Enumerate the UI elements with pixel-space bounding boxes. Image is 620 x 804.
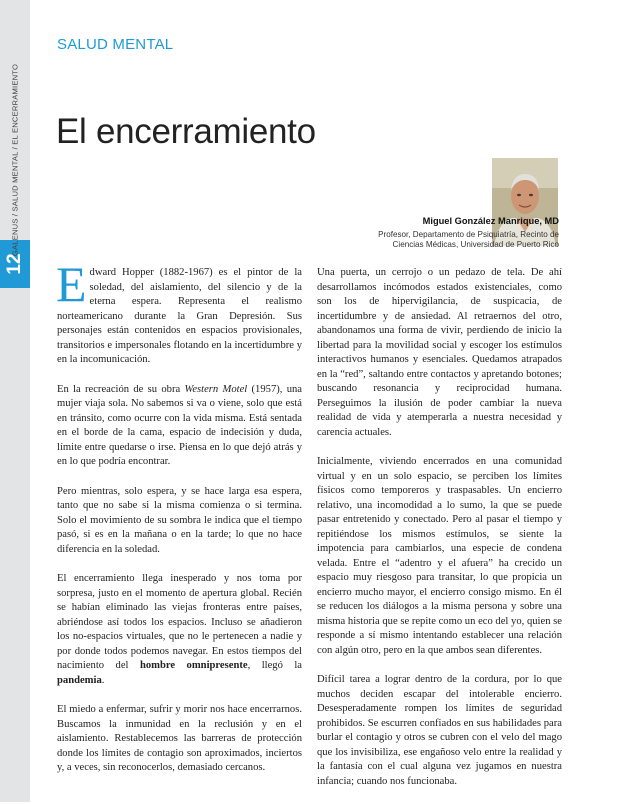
body-column-left xyxy=(56,256,303,791)
paragraph-8: Difícil tarea a lograr dentro de la cordura, por lo que muchos deciden escapar del intolerable encierro. Desesperadamente rompen los límites de seguridad prohibidos. Se escurren confiados en sus habilidades para burlar el contagio y otros se cubren con el velo del mago que los invisibiliza, ese engañoso velo entre la realidad y la fantasía con el cual alguna vez jugamos en nuestra infancia; cuando nos funcionaba. xyxy=(317,674,562,787)
paragraph-2-text-a: En la recreación de su obra xyxy=(57,383,185,395)
running-head: GALENUS / SALUD MENTAL / EL ENCERRAMIENTO xyxy=(10,63,20,257)
bold-phrase-1: hombre omnipresente xyxy=(139,660,248,671)
paragraph-5: El miedo a enfermar, sufrir y morir nos hace encerrarnos. Buscamos la inmunidad en la reclusión y en el aislamiento. Restablecemos las barreras de protección donde los límites de contagio son aproximados, inciertos y, a veces, sin reconocerlos, demasiado cercanos. xyxy=(57,704,302,773)
artwork-title: Western Motel xyxy=(184,383,248,395)
paragraph-1-text: dward Hopper (1882-1967) es el pintor de la soledad, del aislamiento, del silencio y de la eterna espera. Representa el realismo norteamericano durante la Gran Depresión. Sus personajes están contenidos en espacios provisionales, transitorios e impersonales flotando en la incertidumbre y en la incomunicación. xyxy=(57,267,302,365)
author-affiliation-line-2: Ciencias Médicas, Universidad de Puerto Rico xyxy=(392,240,559,249)
paragraph-1 xyxy=(56,256,302,368)
page-title: El encerramiento xyxy=(56,112,316,151)
bold-phrase-2: pandemia xyxy=(57,674,102,686)
paragraph-7: Inicialmente, viviendo encerrados en una comunidad virtual y en un solo espacio, se perciben los límites físicos como temporeros y traspasables. Un encierro relativo, una incomodidad a lo sumo, la que se puede pasar entretenido y conectado. Pero al pasar el tiempo y repitiéndose los mismos estímulos, se siente la impotencia para cambiarlos, una especie de condena velada. Entre el “adentro y el afuera” ha crecido un espacio muy riesgoso para transitar, lo que propicia un encierro mucho mayor, el encierro consigo mismo. En él se reducen los diálogos a la misma persona y sobre una misma historia que se repite como un eco del yo, quien se responde a sí mismo intentando establecer una relación con algún otro, pero en la que ambos sean diferentes. xyxy=(317,456,562,656)
author-block xyxy=(378,216,559,250)
paragraph-4-text-b: , llegó la xyxy=(247,660,303,671)
author-name: Miguel González Manrique, MD xyxy=(422,216,559,226)
paragraph-4 xyxy=(57,572,302,688)
paragraph-6: Una puerta, un cerrojo o un pedazo de tela. De ahí desarrollamos incómodos estados existenciales, como son los de hipervigilancia, de suspicacia, de incertidumbre y de ansiedad. Al retraernos del otro, abandonamos una forma de vivir, perdiendo de inicio la libertad para la movilidad social y escoger los estímulos interactivos humanos y esenciales. Quedamos atrapados en la “red”, saltando entre contactos y apretando botones; buscando resonancia y reciprocidad humana. Perseguimos la ilusión de poder cambiar la nueva realidad de vida y atemperarla a nuestra necesidad y carencia actuales. xyxy=(317,267,562,438)
author-affiliation-line-1: Profesor, Departamento de Psiquiatría, Recinto de xyxy=(378,230,559,239)
section-label: SALUD MENTAL xyxy=(57,36,174,53)
paragraph-4-text-c: . xyxy=(101,674,105,686)
paragraph-4-text-a: El encerramiento llega inesperado y nos toma por sorpresa, justo en el momento de apertura global. Recién se habían eliminado las viejas fronteras entre países, abriéndose así todos los espacios. Incluso se añadieron los no-espacios virtuales, que no le pertenecen a nadie y por donde todos podemos navegar. En estos tiempos del nacimiento del xyxy=(57,573,302,671)
paragraph-2-text-b: (1957), una mujer viaja sola. No sabemos si va o viene, solo que está en tránsito, como ocurre con la vida misma. Está sentada en el borde de la cama, espacio de indecisión y duda, límite entre quedarse o irse. Piensa en lo que dejó atrás y en lo que podría encontrar. xyxy=(57,383,302,467)
page-number: 12 xyxy=(4,253,25,275)
body-column-right xyxy=(317,266,562,804)
paragraph-3: Pero mientras, solo espera, y se hace larga esa espera, tanto que no sabe si la misma comienza o si termina. Solo el movimiento de su sombra le indica que el tiempo pasó, si es en la mañana o en la tarde; lo que no hace diferencia en la soledad. xyxy=(57,485,302,555)
drop-cap: E xyxy=(56,256,87,312)
paragraph-2 xyxy=(57,383,302,470)
